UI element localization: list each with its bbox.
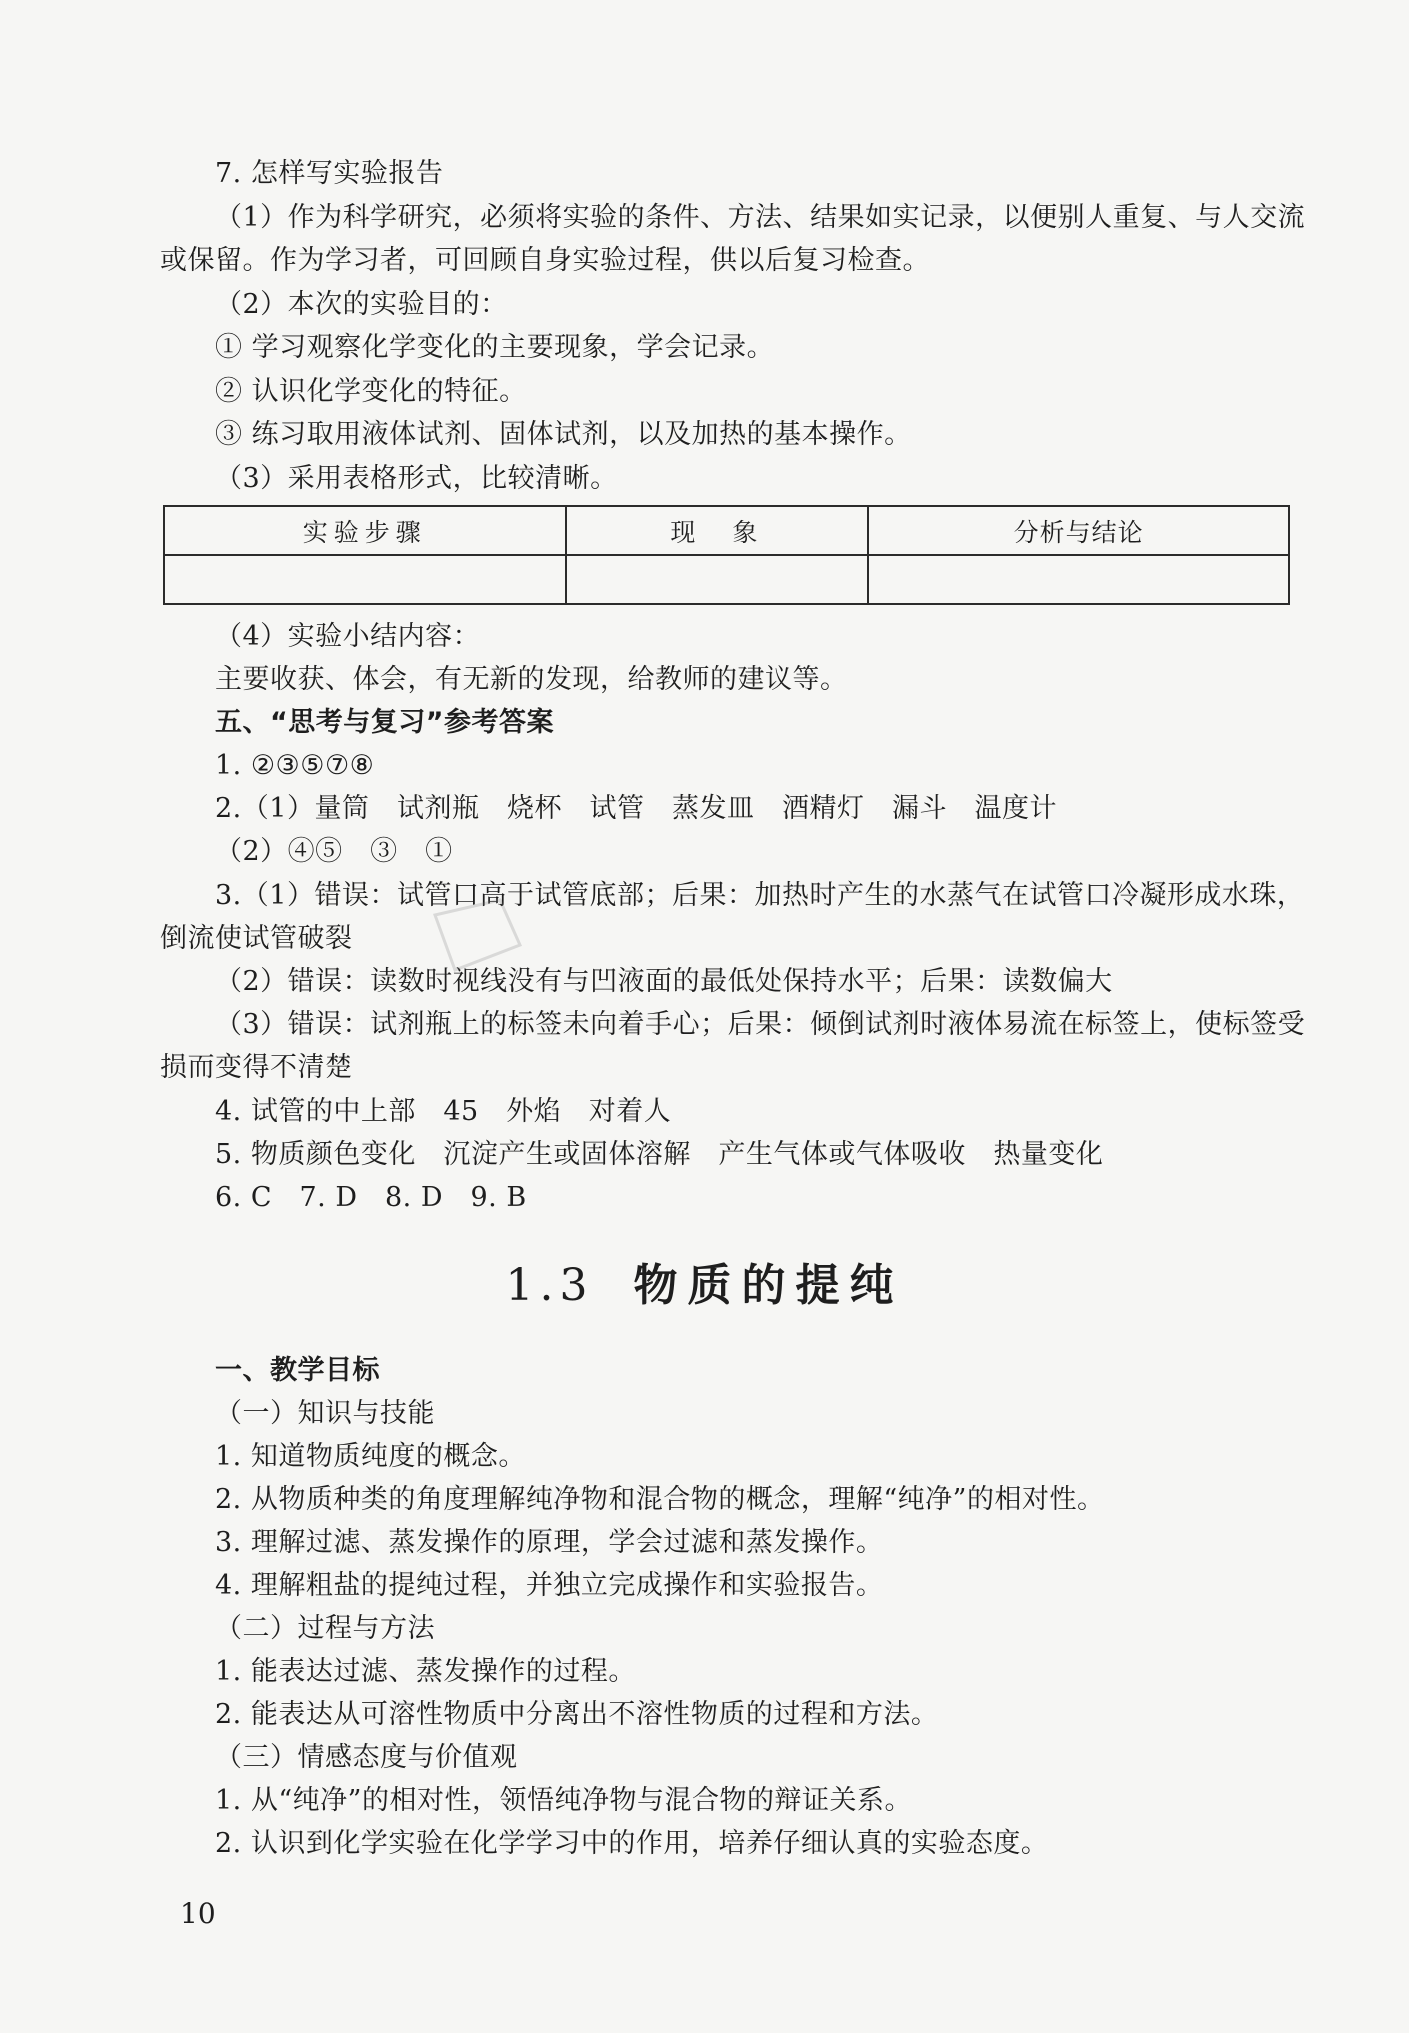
answer-line: （3）错误：试剂瓶上的标签未向着手心；后果：倾倒试剂时液体易流在标签上，使标签受	[215, 1009, 1306, 1040]
paragraph-line: （4）实验小结内容：	[215, 621, 481, 652]
section-heading: 一、教学目标	[215, 1355, 380, 1386]
paragraph-line: （1）作为科学研究，必须将实验的条件、方法、结果如实记录，以便别人重复、与人交流	[215, 202, 1306, 233]
list-item: 2. 能表达从可溶性物质中分离出不溶性物质的过程和方法。	[215, 1699, 939, 1730]
subheading: （三）情感态度与价值观	[215, 1742, 518, 1773]
table-cell	[868, 555, 1289, 604]
answer-line: 4. 试管的中上部 45 外焰 对着人	[215, 1096, 672, 1127]
section-heading: 五、“思考与复习”参考答案	[215, 707, 554, 738]
answer-line: （2）错误：读数时视线没有与凹液面的最低处保持水平；后果：读数偏大	[215, 966, 1113, 997]
answer-line: 2.（1）量筒 试剂瓶 烧杯 试管 蒸发皿 酒精灯 漏斗 温度计	[215, 793, 1057, 824]
list-item: ③ 练习取用液体试剂、固体试剂，以及加热的基本操作。	[215, 419, 912, 450]
list-item: 1. 从“纯净”的相对性，领悟纯净物与混合物的辩证关系。	[215, 1785, 912, 1816]
paragraph-line: （2）本次的实验目的：	[215, 289, 508, 320]
subheading: （二）过程与方法	[215, 1613, 435, 1644]
list-item: 1. 能表达过滤、蒸发操作的过程。	[215, 1656, 636, 1687]
answer-line: 1. ②③⑤⑦⑧	[215, 750, 375, 781]
table-header-row	[164, 506, 1289, 555]
table-row	[164, 555, 1289, 604]
answer-line: 5. 物质颜色变化 沉淀产生或固体溶解 产生气体或气体吸收 热量变化	[215, 1139, 1104, 1170]
report-table	[163, 505, 1290, 605]
list-item: 4. 理解粗盐的提纯过程，并独立完成操作和实验报告。	[215, 1570, 884, 1601]
section-title	[0, 1258, 1409, 1314]
list-item: ① 学习观察化学变化的主要现象，学会记录。	[215, 332, 775, 363]
list-item: 2. 认识到化学实验在化学学习中的作用，培养仔细认真的实验态度。	[215, 1828, 1049, 1859]
table-header-cell: 分析与结论	[868, 506, 1289, 555]
stamp-watermark-icon	[420, 890, 530, 980]
paragraph-line: （3）采用表格形式，比较清晰。	[215, 463, 618, 494]
answer-line: （2）④⑤ ③ ①	[215, 836, 453, 867]
table-header-cell: 现 象	[566, 506, 869, 555]
section-name: 物质的提纯	[633, 1260, 904, 1311]
paragraph-line: 主要收获、体会，有无新的发现，给教师的建议等。	[215, 664, 848, 695]
table-cell	[566, 555, 869, 604]
answer-line: 损而变得不清楚	[160, 1052, 353, 1083]
list-item: 1. 知道物质纯度的概念。	[215, 1441, 526, 1472]
subheading: （一）知识与技能	[215, 1398, 435, 1429]
answer-line: 6. C 7. D 8. D 9. B	[215, 1182, 527, 1213]
table-header-cell: 实验步骤	[164, 506, 566, 555]
list-item: 3. 理解过滤、蒸发操作的原理，学会过滤和蒸发操作。	[215, 1527, 884, 1558]
page-number: 10	[180, 1897, 216, 1930]
list-item: ② 认识化学变化的特征。	[215, 376, 527, 407]
answer-line: 3.（1）错误：试管口高于试管底部；后果：加热时产生的水蒸气在试管口冷凝形成水珠，	[215, 880, 1305, 911]
list-item: 2. 从物质种类的角度理解纯净物和混合物的概念，理解“纯净”的相对性。	[215, 1484, 1105, 1515]
paragraph-line: 或保留。作为学习者，可回顾自身实验过程，供以后复习检查。	[160, 245, 930, 276]
answer-line: 倒流使试管破裂	[160, 923, 353, 954]
section-number: 1.3	[505, 1260, 594, 1311]
table-cell	[164, 555, 566, 604]
heading-lab-report: 7. 怎样写实验报告	[215, 158, 444, 189]
